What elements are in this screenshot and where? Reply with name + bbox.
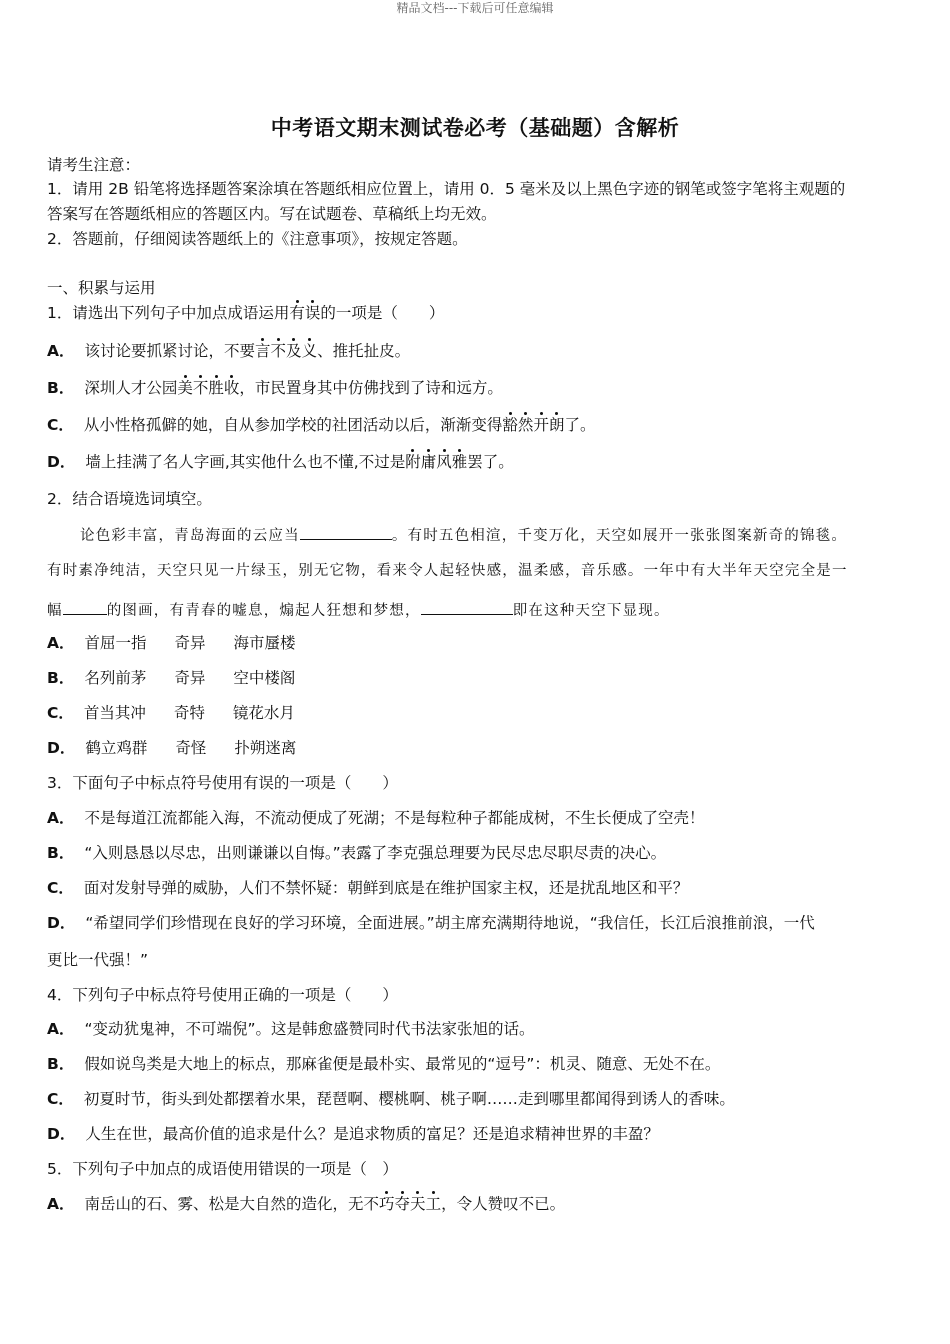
passage-text: 即在这种天空下显现。 — [512, 603, 670, 619]
passage-text: 论色彩丰富，青岛海面的云应当 — [80, 528, 300, 544]
option-label: D． — [47, 914, 76, 932]
option-label: A． — [47, 809, 75, 827]
q3-option-d — [47, 913, 907, 933]
option-text-tail: 罢了。 — [467, 453, 514, 471]
dotted-char: 不 — [192, 379, 209, 397]
option-word: 首当其冲 — [83, 704, 146, 722]
q2-passage-line-2: 有时素净纯洁，天空只见一片绿玉，别无它物，看来令人起轻快感，温柔感，音乐感。一年中有大半年天空完全是一 — [47, 563, 848, 579]
option-word: 扑朔迷离 — [234, 739, 297, 757]
dotted-char: 夺 — [394, 1195, 411, 1213]
option-word: 首屈一指 — [84, 634, 147, 652]
dotted-idiom — [379, 1195, 441, 1213]
passage-text: 幅 — [47, 603, 63, 619]
option-text: “希望同学们珍惜现在良好的学习环境，全面进展。”胡主席充满期待地说，“我信任，长江后浪推前浪，一代 — [85, 914, 815, 932]
passage-text: 。有时五色相渲，千变万化，天空如展开一张张图案新奇的锦毯。 — [391, 528, 848, 544]
q3-option-b — [47, 843, 907, 863]
header-watermark: 精品文档---下载后可任意编辑 — [396, 1, 554, 15]
option-word: 奇异 — [174, 669, 206, 687]
question-2-stem: 2．结合语境选词填空。 — [47, 490, 212, 508]
q3-option-c — [47, 878, 907, 898]
dotted-char: 言 — [255, 342, 271, 360]
dotted-char: 及 — [286, 342, 302, 360]
q2-passage-line-3 — [47, 598, 907, 621]
q2-passage-line-1 — [80, 523, 940, 546]
q3-option-d-cont: 更比一代强！” — [47, 951, 149, 969]
dotted-char: 附 — [405, 453, 421, 471]
notice-item-1b: 答案写在答题纸相应的答题区内。写在试题卷、草稿纸上均无效。 — [47, 205, 497, 223]
option-text-tail: ，市民置身其中仿佛找到了诗和远方。 — [239, 379, 503, 397]
option-label: A． — [47, 634, 75, 652]
dotted-char: 巧 — [379, 1195, 395, 1213]
q4-option-a — [47, 1019, 907, 1039]
option-word: 空中楼阁 — [233, 669, 296, 687]
document-title: 中考语文期末测试卷必考（基础题）含解析 — [270, 116, 680, 140]
notice-item-2: 2．答题前，仔细阅读答题纸上的《注意事项》，按规定答题。 — [47, 230, 468, 248]
dotted-char: 义 — [301, 342, 318, 360]
option-text: 深圳人才公园 — [84, 379, 178, 397]
dotted-char: 有 — [289, 304, 305, 322]
option-text: 从小性格孤僻的她，自从参加学校的社团活动以后，渐渐变得 — [83, 416, 503, 434]
fill-blank-3[interactable] — [421, 598, 513, 615]
q5-option-a — [47, 1194, 907, 1214]
option-label: C． — [47, 1090, 74, 1108]
fill-blank-2[interactable] — [63, 598, 107, 615]
q2-option-b — [47, 668, 907, 688]
dotted-char: 误 — [304, 304, 321, 322]
dotted-idiom — [177, 379, 239, 397]
option-text: 不是每道江流都能入海，不流动便成了死湖；不是每粒种子都能成树，不生长便成了空壳！ — [84, 809, 705, 827]
dotted-char: 豁 — [502, 416, 518, 434]
option-text: 墙上挂满了名人字画,其实他什么也不懂,不过是 — [85, 453, 406, 471]
option-label: C． — [47, 704, 74, 722]
dotted-char: 开 — [533, 416, 549, 434]
option-label: D． — [47, 739, 76, 757]
q2-option-d — [47, 738, 907, 758]
q1-option-d — [47, 452, 907, 472]
option-text-tail: 、推托扯皮。 — [317, 342, 411, 360]
question-1-stem — [47, 303, 907, 323]
dotted-char: 胜 — [208, 379, 224, 397]
passage-text: 的图画，有青春的嘘息，煽起人狂想和梦想， — [106, 603, 421, 619]
option-word: 名列前茅 — [84, 669, 147, 687]
q4-option-c — [47, 1089, 907, 1109]
dotted-idiom — [502, 416, 564, 434]
dotted-char: 美 — [177, 379, 193, 397]
question-4-stem: 4．下列句子中标点符号使用正确的一项是（ ） — [47, 986, 398, 1004]
dotted-char: 朗 — [548, 416, 565, 434]
option-label: D． — [47, 1125, 76, 1143]
option-label: B． — [47, 1055, 75, 1073]
notice-heading: 请考生注意： — [47, 156, 141, 174]
option-text: 面对发射导弹的威胁，人们不禁怀疑：朝鲜到底是在维护国家主权，还是扰乱地区和平？ — [83, 879, 689, 897]
q4-option-b — [47, 1054, 907, 1074]
option-word: 镜花水月 — [232, 704, 295, 722]
option-word: 奇异 — [174, 634, 206, 652]
q1-stem-post: 的一项是（ ） — [320, 304, 445, 322]
dotted-char: 天 — [410, 1195, 426, 1213]
option-label: B． — [47, 669, 75, 687]
option-label: B． — [47, 379, 75, 397]
dotted-char: 雅 — [451, 453, 468, 471]
option-label: D． — [47, 453, 76, 471]
section-heading: 一、积累与运用 — [47, 279, 156, 297]
dotted-char: 工 — [425, 1195, 442, 1213]
dotted-char: 风 — [436, 453, 452, 471]
option-label: C． — [47, 416, 74, 434]
option-text: 初夏时节，街头到处都摆着水果，琵琶啊、樱桃啊、桃子啊……走到哪里都闻得到诱人的香味。 — [83, 1090, 735, 1108]
q1-option-a — [47, 341, 907, 361]
option-label: A． — [47, 342, 75, 360]
q1-option-b — [47, 378, 907, 398]
fill-blank-1[interactable] — [300, 523, 392, 540]
dotted-char: 然 — [517, 416, 534, 434]
option-label: C． — [47, 879, 74, 897]
option-text: 人生在世，最高价值的追求是什么？是追求物质的富足？还是追求精神世界的丰盈？ — [85, 1125, 659, 1143]
option-word: 鹤立鸡群 — [85, 739, 148, 757]
notice-item-1a: 1．请用 2B 铅笔将选择题答案涂填在答题纸相应位置上，请用 0．5 毫米及以上黑色字迹的钢笔或签字笔将主观题的 — [47, 180, 846, 198]
option-word: 奇怪 — [175, 739, 207, 757]
option-text: “变动犹鬼神，不可端倪”。这是韩愈盛赞同时代书法家张旭的话。 — [84, 1020, 535, 1038]
option-text: “入则恳恳以尽忠，出则谦谦以自悔。”表露了李克强总理要为民尽忠尽职尽责的决心。 — [84, 844, 667, 862]
option-label: B． — [47, 844, 75, 862]
option-text: 该讨论要抓紧讨论，不要 — [84, 342, 256, 360]
q2-option-a — [47, 633, 907, 653]
dotted-char: 庸 — [420, 453, 437, 471]
dotted-idiom — [405, 453, 467, 471]
q1-stem-pre: 1．请选出下列句子中加点成语运用 — [47, 304, 290, 322]
option-word: 海市蜃楼 — [233, 634, 296, 652]
q1-stem-dotted — [289, 304, 320, 322]
option-text-tail: 了。 — [564, 416, 596, 434]
q3-option-a — [47, 808, 907, 828]
option-text-tail: ，令人赞叹不已。 — [441, 1195, 566, 1213]
dotted-char: 不 — [270, 342, 287, 360]
option-word: 奇特 — [173, 704, 205, 722]
dotted-idiom — [255, 342, 317, 360]
option-text: 南岳山的石、雾、松是大自然的造化，无不 — [84, 1195, 380, 1213]
option-label: A． — [47, 1020, 75, 1038]
dotted-char: 收 — [223, 379, 240, 397]
question-5-stem: 5．下列句子中加点的成语使用错误的一项是（ ） — [47, 1160, 398, 1178]
option-text: 假如说鸟类是大地上的标点，那麻雀便是最朴实、最常见的“逗号”：机灵、随意、无处不在。 — [84, 1055, 721, 1073]
option-label: A． — [47, 1195, 75, 1213]
question-3-stem: 3．下面句子中标点符号使用有误的一项是（ ） — [47, 774, 398, 792]
q1-option-c — [47, 415, 907, 435]
q2-option-c — [47, 703, 907, 723]
q4-option-d — [47, 1124, 907, 1144]
